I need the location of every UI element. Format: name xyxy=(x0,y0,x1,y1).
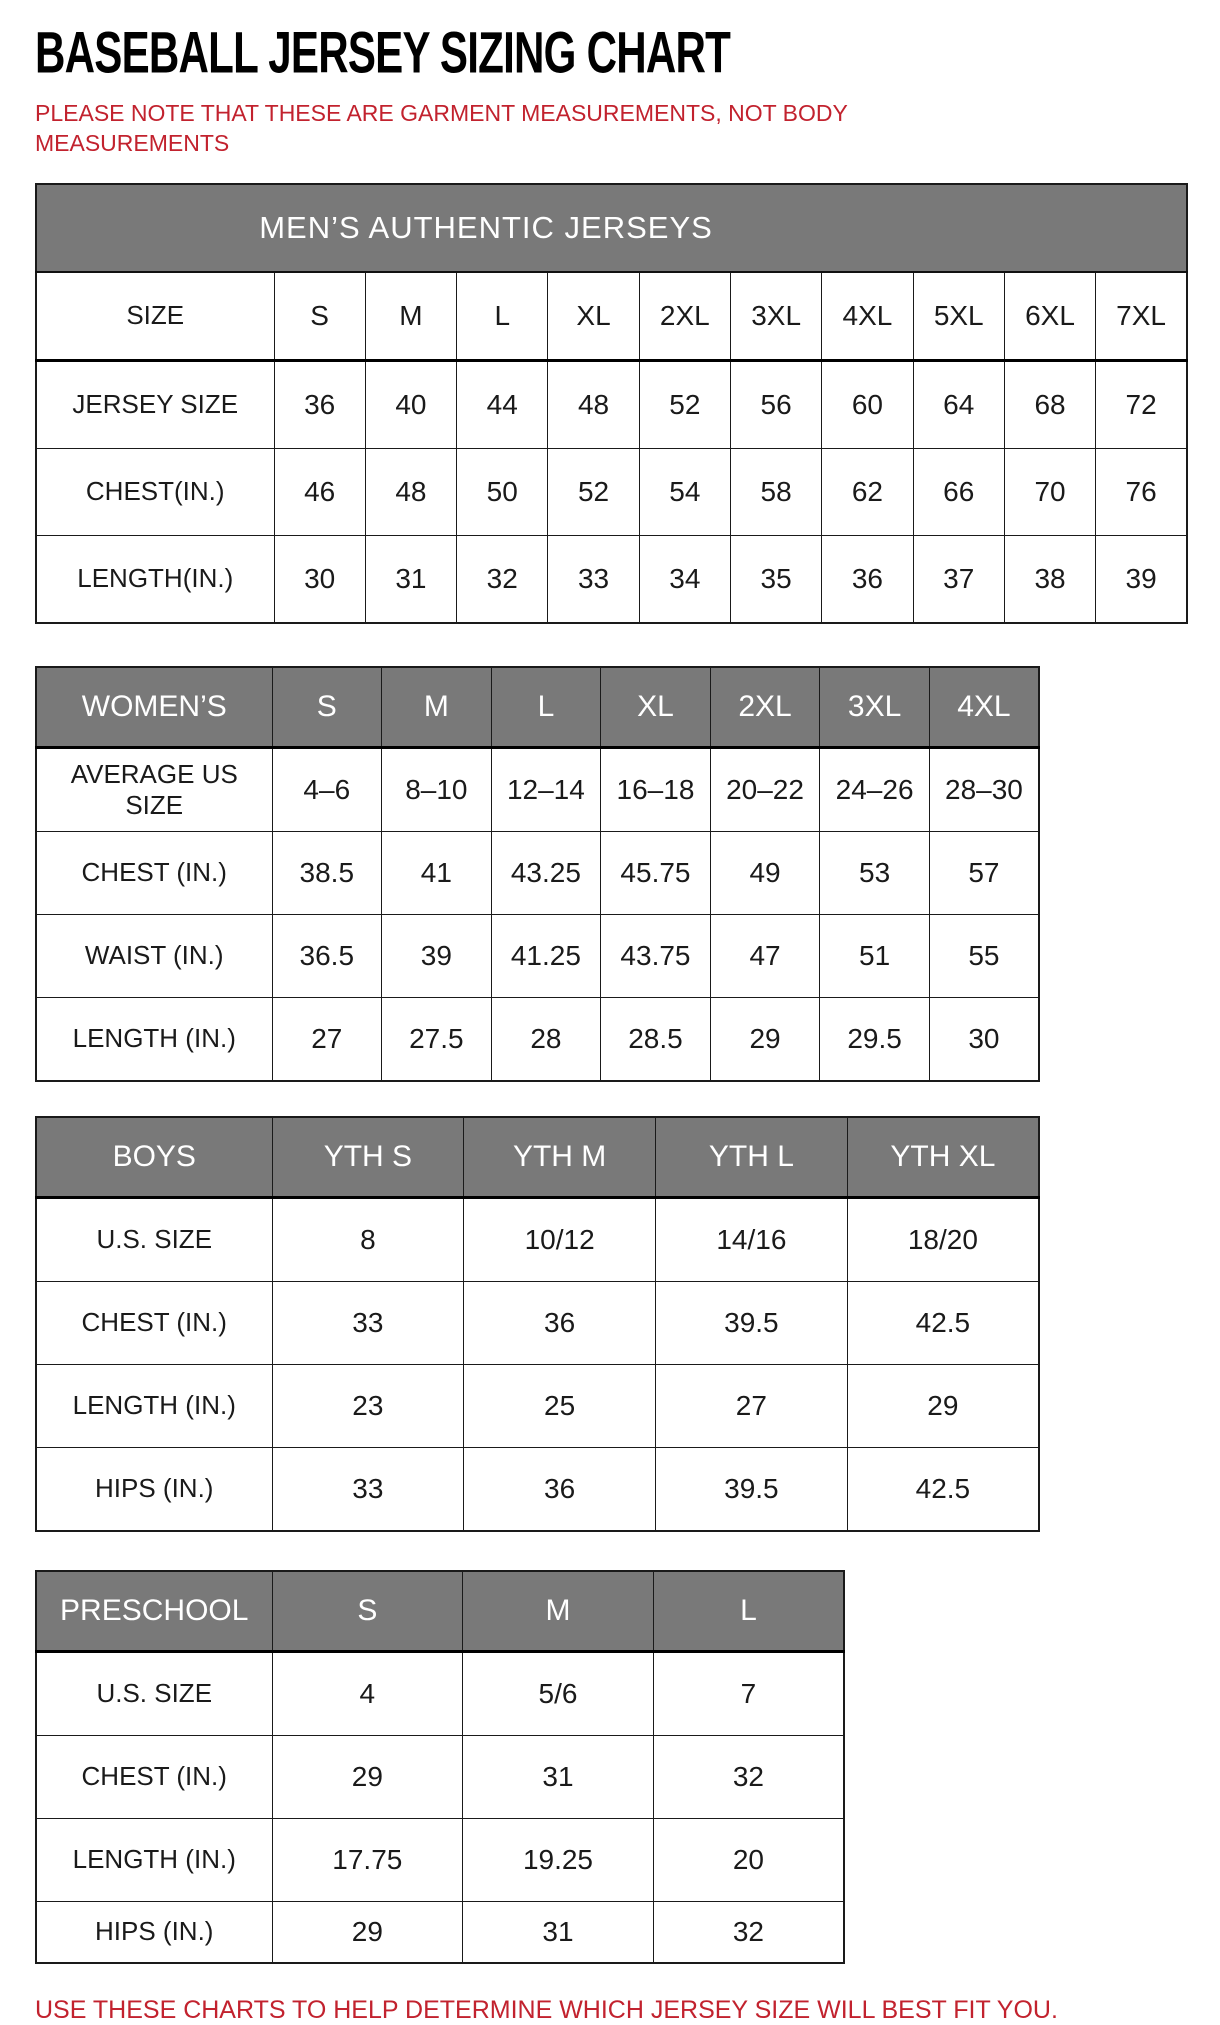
size-value-cell: 28.5 xyxy=(601,997,711,1081)
table-row xyxy=(36,1447,1039,1531)
size-value-cell: 49 xyxy=(710,831,820,914)
table-row xyxy=(36,448,1187,535)
row-label: CHEST (IN.) xyxy=(36,1281,272,1364)
boys-column-header: YTH M xyxy=(464,1117,656,1198)
size-value-cell: 43.25 xyxy=(491,831,601,914)
size-value-cell: 20–22 xyxy=(710,747,820,831)
womens-header-label: WOMEN’S xyxy=(36,667,272,748)
boys-header-row xyxy=(36,1117,1039,1198)
size-value-cell: 33 xyxy=(548,535,639,623)
size-value-cell: 30 xyxy=(274,535,365,623)
size-value-cell: 29.5 xyxy=(820,997,930,1081)
size-value-cell: 29 xyxy=(710,997,820,1081)
size-value-cell: 29 xyxy=(272,1735,463,1818)
row-label: LENGTH (IN.) xyxy=(36,997,272,1081)
size-value-cell: 39 xyxy=(382,914,492,997)
size-value-cell: 12–14 xyxy=(491,747,601,831)
size-value-cell: 4XL xyxy=(822,272,913,361)
size-value-cell: 29 xyxy=(272,1901,463,1963)
size-value-cell: 30 xyxy=(929,997,1039,1081)
size-value-cell: 32 xyxy=(653,1735,844,1818)
size-value-cell: 7 xyxy=(653,1651,844,1735)
size-value-cell: 32 xyxy=(653,1901,844,1963)
table-row xyxy=(36,1735,844,1818)
page-title xyxy=(35,20,1220,86)
size-value-cell: 4–6 xyxy=(272,747,382,831)
size-value-cell: 62 xyxy=(822,448,913,535)
boys-column-header: YTH XL xyxy=(847,1117,1039,1198)
size-value-cell: 7XL xyxy=(1096,272,1187,361)
row-label: WAIST (IN.) xyxy=(36,914,272,997)
page-title-text: BASEBALL JERSEY SIZING CHART xyxy=(35,20,731,86)
size-value-cell: 68 xyxy=(1004,360,1095,448)
size-value-cell: 55 xyxy=(929,914,1039,997)
size-value-cell: 24–26 xyxy=(820,747,930,831)
size-value-cell: 27 xyxy=(272,997,382,1081)
size-value-cell: 47 xyxy=(710,914,820,997)
size-value-cell: XL xyxy=(548,272,639,361)
womens-column-header: S xyxy=(272,667,382,748)
womens-header-row xyxy=(36,667,1039,748)
size-value-cell: 6XL xyxy=(1004,272,1095,361)
table-row xyxy=(36,535,1187,623)
size-value-cell: 42.5 xyxy=(847,1447,1039,1531)
row-label: HIPS (IN.) xyxy=(36,1447,272,1531)
mens-sizing-table xyxy=(35,183,1188,624)
size-value-cell: 72 xyxy=(1096,360,1187,448)
size-value-cell: 20 xyxy=(653,1818,844,1901)
size-value-cell: 52 xyxy=(639,360,730,448)
size-value-cell: 33 xyxy=(272,1281,464,1364)
size-value-cell: 31 xyxy=(463,1735,654,1818)
size-value-cell: 40 xyxy=(365,360,456,448)
preschool-header-row xyxy=(36,1571,844,1652)
size-value-cell: 2XL xyxy=(639,272,730,361)
size-value-cell: 37 xyxy=(913,535,1004,623)
size-value-cell: 18/20 xyxy=(847,1197,1039,1281)
size-value-cell: 48 xyxy=(365,448,456,535)
size-value-cell: 28–30 xyxy=(929,747,1039,831)
boys-column-header: YTH L xyxy=(656,1117,848,1198)
size-value-cell: 17.75 xyxy=(272,1818,463,1901)
size-value-cell: 25 xyxy=(464,1364,656,1447)
size-value-cell: 44 xyxy=(457,360,548,448)
size-value-cell: 4 xyxy=(272,1651,463,1735)
size-value-cell: M xyxy=(365,272,456,361)
size-value-cell: 39.5 xyxy=(656,1281,848,1364)
size-value-cell: 38 xyxy=(1004,535,1095,623)
preschool-sizing-table xyxy=(35,1570,845,1964)
size-value-cell: 27.5 xyxy=(382,997,492,1081)
preschool-header-label: PRESCHOOL xyxy=(36,1571,272,1652)
table-row xyxy=(36,1364,1039,1447)
size-value-cell: 64 xyxy=(913,360,1004,448)
size-value-cell: 38.5 xyxy=(272,831,382,914)
size-value-cell: 51 xyxy=(820,914,930,997)
table-row xyxy=(36,997,1039,1081)
size-value-cell: 54 xyxy=(639,448,730,535)
size-value-cell: 45.75 xyxy=(601,831,711,914)
table-row xyxy=(36,272,1187,361)
size-value-cell: 5/6 xyxy=(463,1651,654,1735)
row-label: LENGTH (IN.) xyxy=(36,1818,272,1901)
size-value-cell: 10/12 xyxy=(464,1197,656,1281)
womens-column-header: XL xyxy=(601,667,711,748)
size-value-cell: 16–18 xyxy=(601,747,711,831)
table-row xyxy=(36,360,1187,448)
table-row xyxy=(36,914,1039,997)
size-value-cell: 3XL xyxy=(730,272,821,361)
table-row xyxy=(36,1818,844,1901)
size-value-cell: 36 xyxy=(822,535,913,623)
size-value-cell: 60 xyxy=(822,360,913,448)
size-value-cell: 53 xyxy=(820,831,930,914)
row-label: LENGTH(IN.) xyxy=(36,535,274,623)
size-value-cell: 8 xyxy=(272,1197,464,1281)
size-value-cell: 31 xyxy=(463,1901,654,1963)
size-value-cell: 36 xyxy=(274,360,365,448)
table-row xyxy=(36,747,1039,831)
boys-sizing-table xyxy=(35,1116,1040,1532)
boys-column-header: YTH S xyxy=(272,1117,464,1198)
table-row xyxy=(36,1281,1039,1364)
size-value-cell: 42.5 xyxy=(847,1281,1039,1364)
size-value-cell: 14/16 xyxy=(656,1197,848,1281)
size-value-cell: 27 xyxy=(656,1364,848,1447)
womens-column-header: M xyxy=(382,667,492,748)
size-value-cell: 46 xyxy=(274,448,365,535)
row-label: AVERAGE US SIZE xyxy=(36,747,272,831)
table-row xyxy=(36,831,1039,914)
table-row xyxy=(36,1197,1039,1281)
womens-column-header: L xyxy=(491,667,601,748)
row-label: HIPS (IN.) xyxy=(36,1901,272,1963)
size-value-cell: 36 xyxy=(464,1447,656,1531)
row-label: U.S. SIZE xyxy=(36,1197,272,1281)
size-value-cell: 41 xyxy=(382,831,492,914)
row-label: JERSEY SIZE xyxy=(36,360,274,448)
size-value-cell: 58 xyxy=(730,448,821,535)
size-value-cell: 23 xyxy=(272,1364,464,1447)
mens-banner: MEN’S AUTHENTIC JERSEYS xyxy=(36,184,1187,272)
womens-sizing-table xyxy=(35,666,1040,1082)
size-value-cell: 19.25 xyxy=(463,1818,654,1901)
womens-column-header: 3XL xyxy=(820,667,930,748)
size-value-cell: 57 xyxy=(929,831,1039,914)
size-value-cell: L xyxy=(457,272,548,361)
size-value-cell: 41.25 xyxy=(491,914,601,997)
row-label: SIZE xyxy=(36,272,274,361)
size-value-cell: 8–10 xyxy=(382,747,492,831)
mens-banner-row xyxy=(36,184,1187,272)
row-label: CHEST (IN.) xyxy=(36,831,272,914)
size-value-cell: 50 xyxy=(457,448,548,535)
size-value-cell: 56 xyxy=(730,360,821,448)
table-row xyxy=(36,1901,844,1963)
size-value-cell: 48 xyxy=(548,360,639,448)
table-row xyxy=(36,1651,844,1735)
row-label: CHEST(IN.) xyxy=(36,448,274,535)
row-label: LENGTH (IN.) xyxy=(36,1364,272,1447)
womens-column-header: 2XL xyxy=(710,667,820,748)
preschool-column-header: S xyxy=(272,1571,463,1652)
size-value-cell: 43.75 xyxy=(601,914,711,997)
footer-note: USE THESE CHARTS TO HELP DETERMINE WHICH JERSEY SIZE WILL BEST FIT YOU. xyxy=(35,1995,1058,2024)
size-value-cell: 70 xyxy=(1004,448,1095,535)
boys-header-label: BOYS xyxy=(36,1117,272,1198)
size-value-cell: S xyxy=(274,272,365,361)
size-value-cell: 28 xyxy=(491,997,601,1081)
size-value-cell: 35 xyxy=(730,535,821,623)
row-label: CHEST (IN.) xyxy=(36,1735,272,1818)
size-value-cell: 66 xyxy=(913,448,1004,535)
preschool-column-header: M xyxy=(463,1571,654,1652)
size-value-cell: 36 xyxy=(464,1281,656,1364)
size-value-cell: 34 xyxy=(639,535,730,623)
size-value-cell: 76 xyxy=(1096,448,1187,535)
size-value-cell: 39.5 xyxy=(656,1447,848,1531)
size-value-cell: 32 xyxy=(457,535,548,623)
preschool-column-header: L xyxy=(653,1571,844,1652)
size-value-cell: 29 xyxy=(847,1364,1039,1447)
size-value-cell: 39 xyxy=(1096,535,1187,623)
row-label: U.S. SIZE xyxy=(36,1651,272,1735)
size-value-cell: 31 xyxy=(365,535,456,623)
womens-column-header: 4XL xyxy=(929,667,1039,748)
size-value-cell: 5XL xyxy=(913,272,1004,361)
size-value-cell: 33 xyxy=(272,1447,464,1531)
size-value-cell: 36.5 xyxy=(272,914,382,997)
garment-measurements-note: PLEASE NOTE THAT THESE ARE GARMENT MEASUREMENTS, NOT BODY MEASUREMENTS xyxy=(35,100,848,157)
size-value-cell: 52 xyxy=(548,448,639,535)
